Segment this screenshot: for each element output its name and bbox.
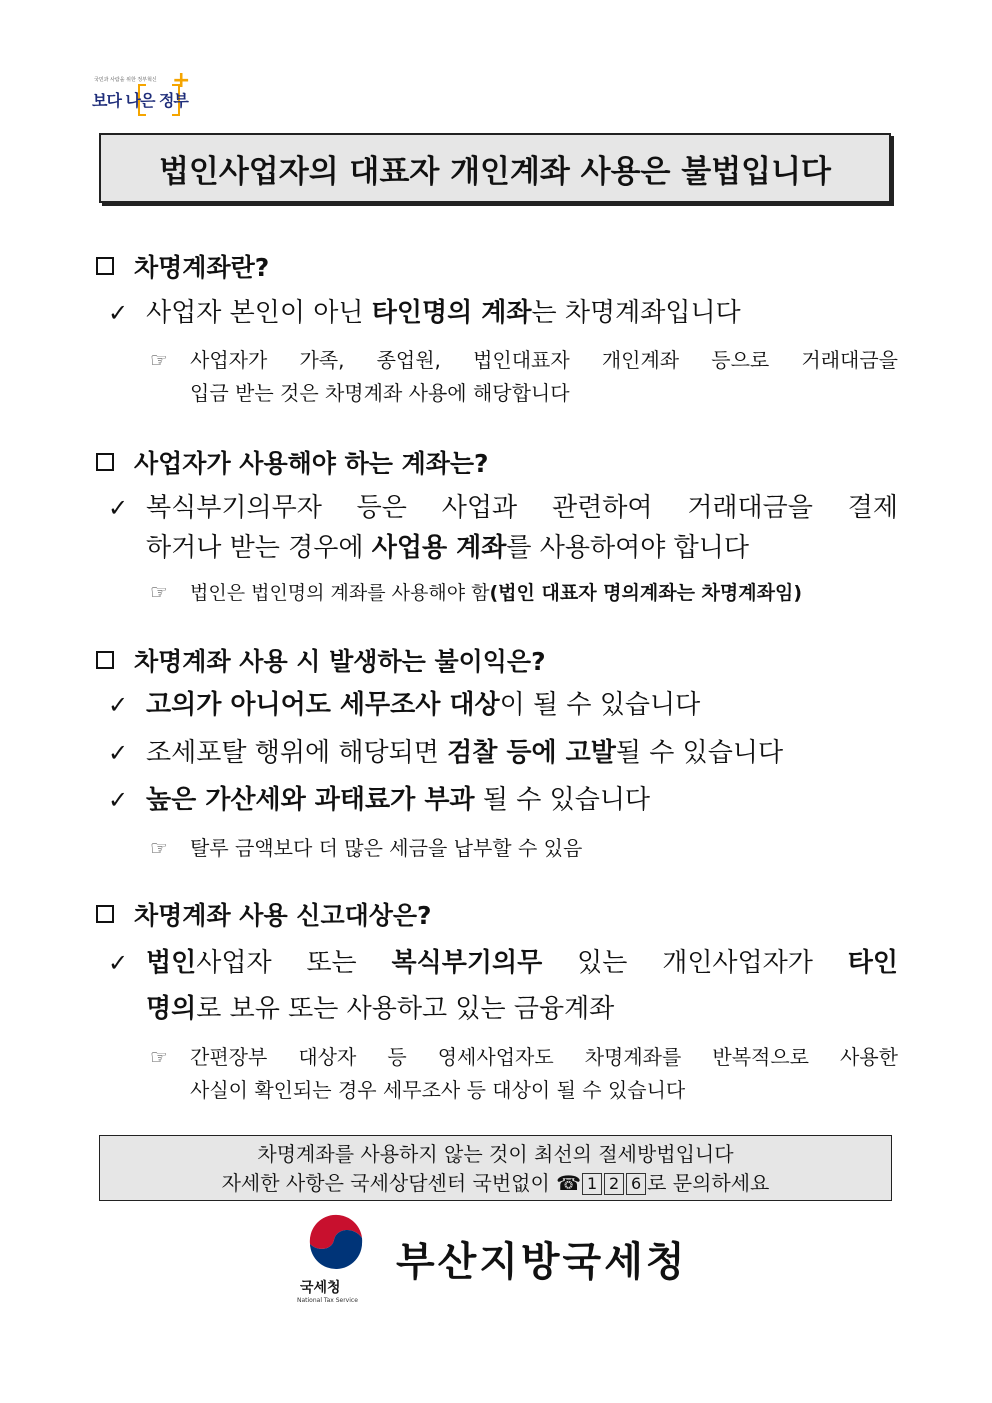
check-text: 사업자 본인이 아닌 (146, 298, 372, 328)
note-text: 탈루 금액보다 더 많은 세금을 납부할 수 있음 (190, 836, 583, 860)
check-item (108, 940, 898, 1032)
check-text-bold: 높은 가산세와 과태료가 부과 (146, 785, 475, 815)
check-text: 이 될 수 있습니다 (499, 690, 701, 720)
section-heading-4 (96, 896, 432, 932)
section-heading-text: 차명계좌란? (134, 253, 270, 282)
check-text-bold: 법인 (146, 948, 197, 978)
page-title: 법인사업자의 대표자 개인계좌 사용은 불법입니다 (158, 153, 832, 190)
logo-plus-icon: + (172, 68, 191, 93)
check-text-bold: 고의가 아니어도 세무조사 대상 (146, 690, 500, 720)
note-text: 법인은 법인명의 계좌를 사용해야 함 (190, 582, 490, 604)
check-text-bold: 명의 (146, 994, 197, 1024)
logo-tagline: 국민과 사람을 위한 정부혁신 (94, 77, 157, 83)
check-mark-icon: ✓ (108, 949, 129, 977)
note-text: 사업자가 가족, 종업원, 법인대표자 개인계좌 등으로 거래대금을 (190, 348, 898, 372)
info-text: 자세한 사항은 국세상담센터 국번없이 (221, 1171, 557, 1195)
info-line-2 (100, 1169, 891, 1198)
note-text: 입금 받는 것은 차명계좌 사용에 해당합니다 (190, 381, 570, 405)
section-heading-text: 차명계좌 사용 신고대상은? (134, 901, 432, 930)
check-mark-icon: ✓ (108, 494, 129, 522)
check-text: 를 사용하여야 합니다 (506, 533, 749, 563)
phone-digit: 1 (582, 1173, 602, 1195)
section-heading-1 (96, 248, 269, 284)
section-heading-text: 차명계좌 사용 시 발생하는 불이익은? (134, 647, 546, 676)
note-item (150, 576, 802, 610)
check-item (108, 685, 700, 725)
check-item (108, 488, 898, 568)
check-text: 로 보유 또는 사용하고 있는 금융계좌 (196, 994, 615, 1024)
nts-emblem-icon (304, 1214, 368, 1272)
check-text: 있는 개인사업자가 (542, 948, 848, 978)
check-text: 는 차명계좌입니다 (531, 298, 741, 328)
pointing-hand-icon: ☞ (150, 348, 168, 372)
emblem-subtitle: National Tax Service (297, 1297, 358, 1304)
check-mark-icon: ✓ (108, 299, 129, 327)
pointing-hand-icon: ☞ (150, 1045, 168, 1069)
section-heading-text: 사업자가 사용해야 하는 계좌는? (134, 449, 489, 478)
pointing-hand-icon: ☞ (150, 836, 168, 860)
note-item (150, 344, 898, 410)
check-text: 될 수 있습니다 (474, 785, 651, 815)
pointing-hand-icon: ☞ (150, 580, 168, 604)
check-item (108, 733, 783, 773)
gov-logo (92, 68, 192, 122)
section-heading-3 (96, 642, 546, 678)
phone-digit: 2 (604, 1173, 624, 1195)
note-text-bold: (법인 대표자 명의계좌는 차명계좌임) (489, 582, 803, 604)
info-text: 로 문의하세요 (647, 1171, 770, 1195)
check-mark-icon: ✓ (108, 691, 129, 719)
check-item (108, 780, 650, 820)
info-line-1: 차명계좌를 사용하지 않는 것이 최선의 절세방법입니다 (257, 1142, 734, 1166)
square-bullet-icon (96, 257, 114, 275)
check-text-bold: 검찰 등에 고발 (447, 738, 616, 768)
title-box (99, 133, 891, 203)
check-text: 복식부기의무자 등은 사업과 관련하여 거래대금을 결제 (146, 493, 898, 523)
note-text: 사실이 확인되는 경우 세무조사 등 대상이 될 수 있습니다 (190, 1078, 686, 1102)
check-text: 하거나 받는 경우에 (146, 533, 372, 563)
check-item (108, 293, 741, 333)
telephone-icon: ☎ (556, 1171, 582, 1195)
check-text-bold: 타인명의 계좌 (371, 298, 532, 328)
check-text-bold: 타인 (847, 948, 898, 978)
phone-digit: 6 (626, 1173, 646, 1195)
square-bullet-icon (96, 453, 114, 471)
section-heading-2 (96, 444, 489, 480)
emblem-label: 국세청 (300, 1280, 341, 1296)
note-item (150, 1041, 898, 1107)
square-bullet-icon (96, 651, 114, 669)
check-text-bold: 사업용 계좌 (371, 533, 507, 563)
info-box (99, 1135, 892, 1201)
check-text: 사업자 또는 (196, 948, 392, 978)
note-item (150, 832, 582, 865)
check-text: 조세포탈 행위에 해당되면 (146, 738, 448, 768)
logo-text: 보다 나은 정부 (92, 91, 188, 110)
check-mark-icon: ✓ (108, 786, 129, 814)
office-name: 부산지방국세청 (396, 1239, 688, 1285)
note-text: 간편장부 대상자 등 영세사업자도 차명계좌를 반복적으로 사용한 (190, 1045, 898, 1069)
check-text: 될 수 있습니다 (615, 738, 784, 768)
check-mark-icon: ✓ (108, 739, 129, 767)
check-text-bold: 복식부기의무 (391, 948, 543, 978)
square-bullet-icon (96, 905, 114, 923)
